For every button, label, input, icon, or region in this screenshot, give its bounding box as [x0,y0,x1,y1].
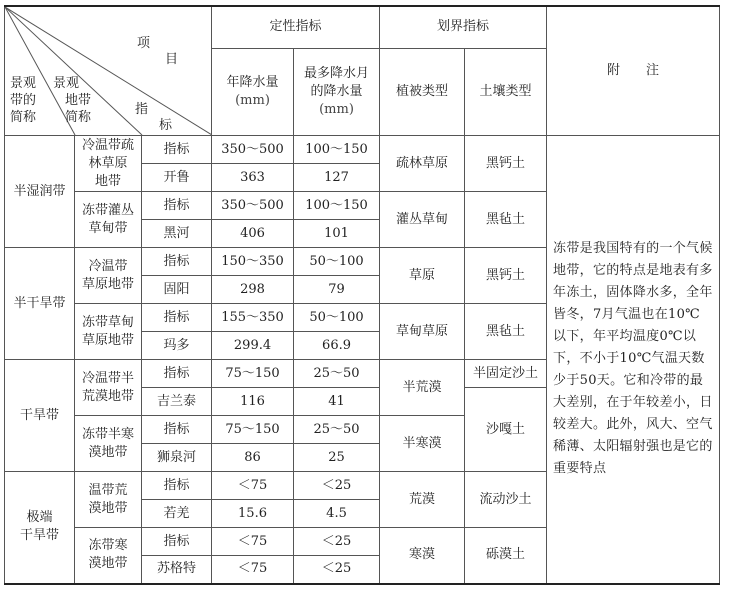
diagonal-lines [5,7,212,135]
indicator-label-cell: 指标 [142,248,212,276]
annual-precip-cell: 350～500 [212,136,294,164]
vegetation-cell: 寒漠 [380,528,465,584]
header-annual-precip-unit: (mm) [235,92,270,108]
vegetation-cell: 灌丛草甸 [380,192,465,248]
zone-name-line: 冷温带 [88,258,128,274]
max-month-precip-cell: 50～100 [294,248,380,276]
zone-name-line: 漠地带 [88,444,128,460]
header-vegetation-type: 植被类型 [380,48,465,135]
belt-cell [5,136,75,248]
header-annual-precip-line: 年降水量 [226,74,279,90]
zone-name-line: 荒漠地带 [81,388,134,404]
indicator-label-cell: 黑河 [142,220,212,248]
indicator-label-cell: 若羌 [142,500,212,528]
zone-name-line: 草原地带 [81,276,134,292]
zone-name-line: 冷温带疏 [81,137,134,153]
zone-cell [75,248,142,304]
diag-label-zone [53,75,91,126]
zone-name-line: 草原地带 [81,332,134,348]
annual-precip-cell: 150～350 [212,248,294,276]
header-max-month-line: 的降水量 [310,83,363,99]
soil-cell: 流动沙土 [465,472,547,528]
indicator-label-cell: 指标 [142,192,212,220]
table-row [5,136,720,164]
diag-label-belt-line: 简称 [10,110,37,125]
header-notes-label: 附 注 [607,63,660,78]
max-month-precip-cell: ＜25 [294,472,380,500]
max-month-precip-cell: 127 [294,164,380,192]
diag-label-xiang: 项 [137,36,151,51]
diag-label-belt-line: 景观 [10,76,37,91]
header-max-month-unit: (mm) [319,101,354,117]
zone-name-line: 冻带灌丛 [81,202,134,218]
zone-name-line: 林草原 [88,155,128,171]
vegetation-cell: 草原 [380,248,465,304]
belt-name-line: 半湿润带 [13,183,66,199]
zone-cell [75,136,142,192]
annual-precip-cell: 116 [212,388,294,416]
annual-precip-cell: ＜75 [212,472,294,500]
indicator-label-cell: 指标 [142,472,212,500]
zone-cell [75,304,142,360]
max-month-precip-cell: 100～150 [294,136,380,164]
zone-cell [75,528,142,584]
max-month-precip-cell: 25 [294,444,380,472]
diag-label-mu: 目 [165,52,179,67]
max-month-precip-cell: 25～50 [294,360,380,388]
diag-label-zone-line: 简称 [65,110,92,125]
vegetation-cell: 荒漠 [380,472,465,528]
indicator-label-cell: 指标 [142,136,212,164]
zone-cell [75,192,142,248]
indicator-label-cell: 指标 [142,304,212,332]
max-month-precip-cell: 79 [294,276,380,304]
annual-precip-cell: 363 [212,164,294,192]
indicator-label-cell: 开鲁 [142,164,212,192]
soil-cell: 沙嘎土 [465,388,547,472]
zone-name-line: 冻带寒 [88,538,128,554]
indicator-label-cell: 指标 [142,528,212,556]
zone-name-line: 漠地带 [88,500,128,516]
soil-cell: 砾漠土 [465,528,547,584]
annual-precip-cell: 15.6 [212,500,294,528]
belt-cell [5,472,75,584]
soil-cell: 黑毡土 [465,304,547,360]
indicator-label-cell: 指标 [142,360,212,388]
vegetation-cell: 疏林草原 [380,136,465,192]
zone-name-line: 温带荒 [88,482,128,498]
zone-name-line: 冻带草甸 [81,314,134,330]
belt-name-line: 干旱带 [19,528,59,544]
indicator-label-cell: 苏格特 [142,556,212,584]
landscape-zone-table [4,5,720,585]
max-month-precip-cell: 101 [294,220,380,248]
annual-precip-cell: 75～150 [212,360,294,388]
zone-cell [75,360,142,416]
diagonal-header-cell [5,6,212,136]
zone-name-line: 冻带半寒 [81,426,134,442]
zone-name-line: 地带 [94,173,121,189]
annual-precip-cell: 75～150 [212,416,294,444]
soil-cell: 黑钙土 [465,248,547,304]
soil-cell: 黑钙土 [465,136,547,192]
indicator-label-cell: 吉兰泰 [142,388,212,416]
max-month-precip-cell: 41 [294,388,380,416]
header-soil-type: 土壤类型 [465,48,547,135]
vegetation-cell: 半寒漠 [380,416,465,472]
diag-label-biao: 标 [159,118,173,133]
soil-cell: 半固定沙土 [465,360,547,388]
header-max-month-line: 最多降水月 [304,65,370,81]
max-month-precip-cell: 66.9 [294,332,380,360]
zone-name-line: 草甸带 [88,220,128,236]
annual-precip-cell: 350～500 [212,192,294,220]
annual-precip-cell: 299.4 [212,332,294,360]
max-month-precip-cell: 50～100 [294,304,380,332]
header-max-month-precip [294,48,380,135]
soil-cell: 黑毡土 [465,192,547,248]
diag-label-zone-line: 地带 [65,93,92,108]
max-month-precip-cell: 100～150 [294,192,380,220]
annual-precip-cell: ＜75 [212,556,294,584]
header-boundary-indicators: 划界指标 [380,6,547,48]
diag-label-belt [10,75,36,126]
note-cell: 冻带是我国特有的一个气候地带，它的特点是地表有多年冻土，固体降水多，全年皆冬，7月气温也在10℃以下，年平均温度0℃以下，不小于10℃气温天数少于50天。它和冷带的最大差别，在于年较差小，日较差大。此外，风大、空气稀薄、太阳辐射强也是它的重要特点 [547,136,720,584]
annual-precip-cell: 86 [212,444,294,472]
indicator-label-cell: 狮泉河 [142,444,212,472]
belt-cell [5,248,75,360]
annual-precip-cell: 406 [212,220,294,248]
vegetation-cell: 半荒漠 [380,360,465,416]
belt-name-line: 极端 [26,510,53,526]
annual-precip-cell: ＜75 [212,528,294,556]
belt-name-line: 半干旱带 [13,295,66,311]
diag-label-zhi: 指 [135,102,149,117]
zone-cell [75,416,142,472]
max-month-precip-cell: ＜25 [294,556,380,584]
annual-precip-cell: 155～350 [212,304,294,332]
vegetation-cell: 草甸草原 [380,304,465,360]
belt-cell [5,360,75,472]
header-qualitative-indicators: 定性指标 [212,6,380,48]
indicator-label-cell: 固阳 [142,276,212,304]
max-month-precip-cell: 4.5 [294,500,380,528]
max-month-precip-cell: ＜25 [294,528,380,556]
diag-label-zone-line: 景观 [53,76,80,91]
belt-name-line: 干旱带 [19,407,59,423]
diag-label-belt-line: 带的 [10,93,37,108]
header-notes [547,6,720,136]
indicator-label-cell: 指标 [142,416,212,444]
indicator-label-cell: 玛多 [142,332,212,360]
annual-precip-cell: 298 [212,276,294,304]
zone-name-line: 漠地带 [88,556,128,572]
zone-cell [75,472,142,528]
header-annual-precip [212,48,294,135]
zone-name-line: 冷温带半 [81,370,134,386]
max-month-precip-cell: 25～50 [294,416,380,444]
